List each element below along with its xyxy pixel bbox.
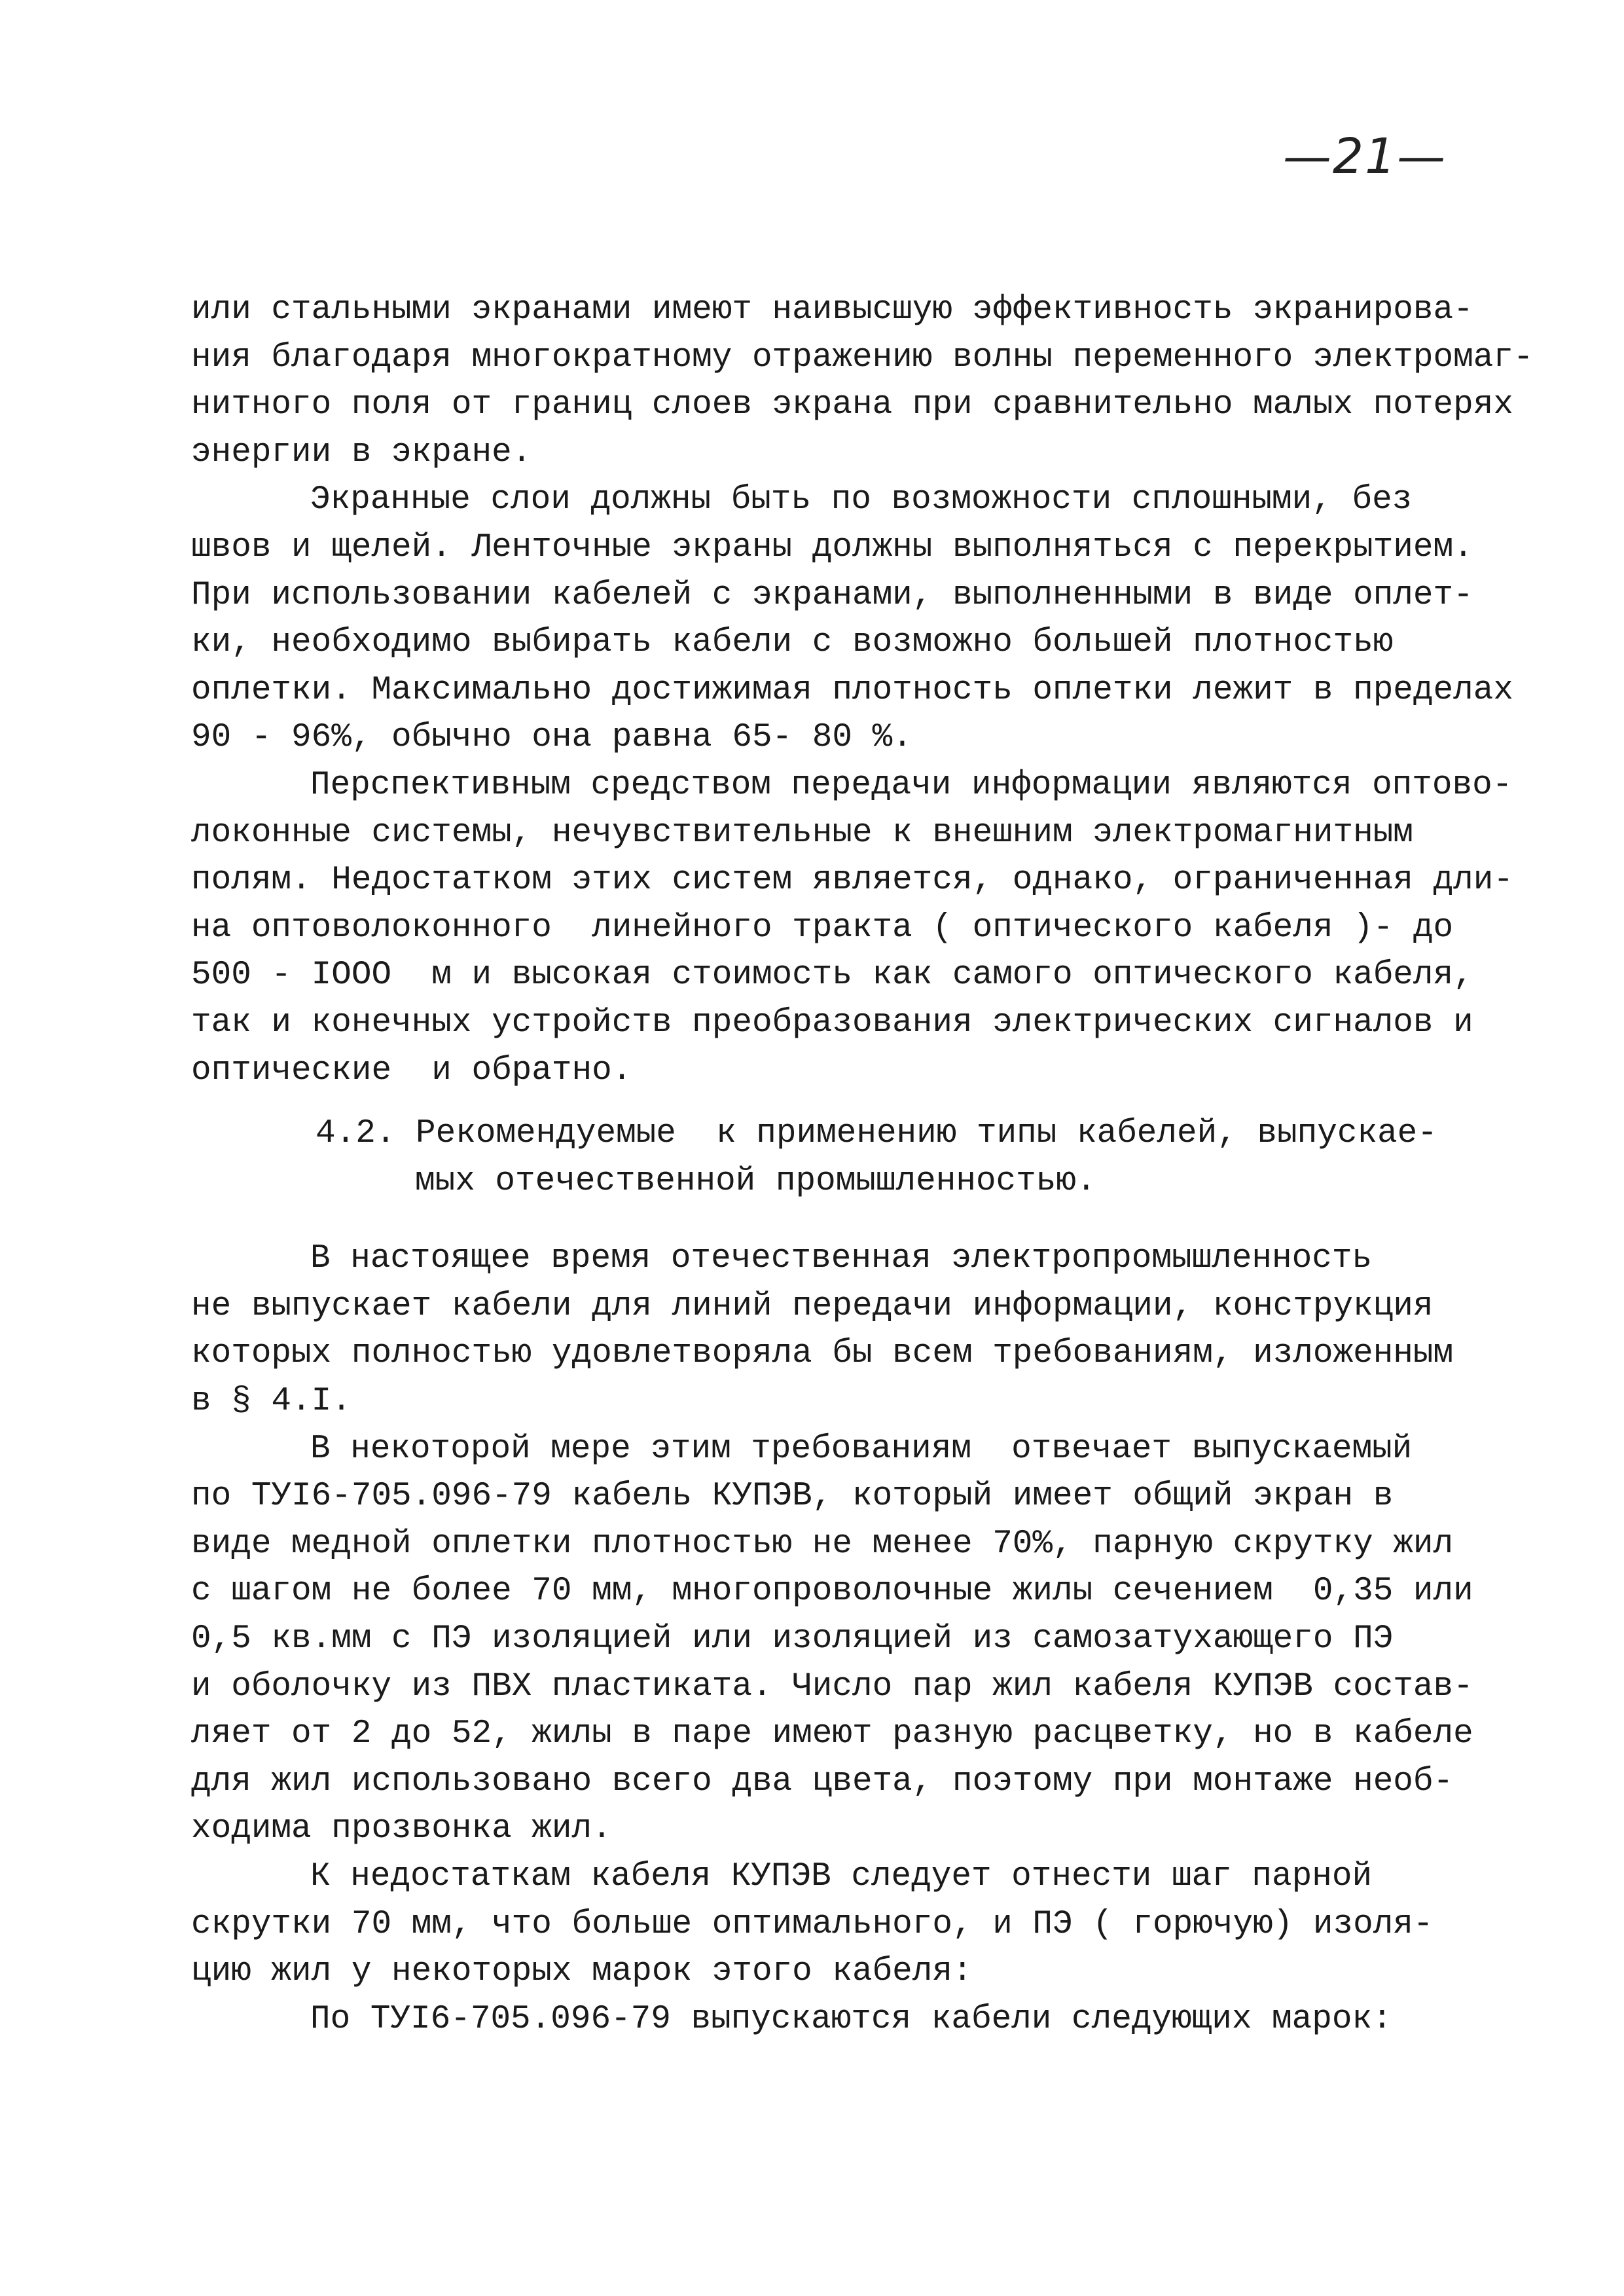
text-line: энергии в экране. [191, 433, 532, 471]
paragraph-screen-layers [191, 477, 1513, 762]
document-body [191, 287, 1534, 2043]
text-line: К недостаткам кабеля КУПЭВ следует отнести шаг парной [310, 1858, 1373, 1895]
paragraph-kupev-cable [191, 1426, 1494, 1853]
text-line: цию жил у некоторых марок этого кабеля: [191, 1953, 973, 1991]
text-line: В некоторой мере этим требованиям отвечает выпускаемый [310, 1430, 1413, 1468]
paragraph-current-situation [191, 1235, 1494, 1425]
text-line: нитного поля от границ слоев экрана при сравнительно малых потерях [191, 386, 1513, 424]
text-line: ляет от 2 до 52, жилы в паре имеют разную расцветку, но в кабеле [191, 1715, 1473, 1753]
section-heading-4-2 [191, 1110, 1494, 1205]
text-line: виде медной оплетки плотностью не менее 70%, парную скрутку жил [191, 1525, 1454, 1563]
section-heading-line: 4.2. Рекомендуемые к применению типы кабелей, выпускае- [316, 1115, 1437, 1153]
text-line: швов и щелей. Ленточные экраны должны выполняться с перекрытием. [191, 528, 1473, 566]
text-line: полям. Недостатком этих систем является, однако, ограниченная дли- [191, 862, 1513, 900]
text-line: ходима прозвонка жил. [191, 1810, 612, 1848]
text-line: на оптоволоконного линейного тракта ( оптического кабеля )- до [191, 909, 1454, 947]
text-line: 90 - 96%, обычно она равна 65- 80 %. [191, 719, 912, 757]
text-line: которых полностью удовлетворяла бы всем требованиям, изложенным [191, 1335, 1454, 1373]
text-line: Перспективным средством передачи информации являются оптово- [310, 766, 1513, 804]
text-line: скрутки 70 мм, что больше оптимального, и ПЭ ( горючую) изоля- [191, 1905, 1434, 1943]
text-line: оптические и обратно. [191, 1051, 632, 1089]
paragraph-screening-efficiency [191, 287, 1534, 477]
text-line: по ТУI6-705.096-79 кабель КУПЭВ, который имеет общий экран в [191, 1478, 1394, 1516]
text-line: Экранные слои должны быть по возможности сплошными, без [310, 481, 1413, 519]
text-line: или стальными экранами имеют наивысшую эффективность экранирова- [191, 291, 1473, 329]
text-line: При использовании кабелей с экранами, выполненными в виде оплет- [191, 576, 1473, 614]
text-line: В настоящее время отечественная электропромышленность [310, 1240, 1373, 1278]
text-line: 500 - IOOO м и высокая стоимость как самого оптического кабеля, [191, 957, 1473, 994]
text-line: По ТУI6-705.096-79 выпускаются кабели следующих марок: [310, 2000, 1392, 2038]
section-heading-line: мых отечественной промышленностью. [415, 1162, 1096, 1200]
text-line: так и конечных устройств преобразования электрических сигналов и [191, 1004, 1473, 1042]
text-line: не выпускает кабели для линий передачи информации, конструкция [191, 1287, 1434, 1325]
page-number: —21— [1283, 128, 1447, 185]
text-line: оплетки. Максимально достижимая плотность оплетки лежит в пределах [191, 671, 1513, 709]
text-line: с шагом не более 70 мм, многопроволочные жилы сечением 0,35 или [191, 1573, 1473, 1611]
text-line: ния благодаря многократному отражению волны переменного электромаг- [191, 338, 1534, 376]
paragraph-kupev-drawbacks [191, 1853, 1494, 1996]
paragraph-fiber-optic [191, 762, 1513, 1095]
text-line: 0,5 кв.мм с ПЭ изоляцией или изоляцией из самозатухающего ПЭ [191, 1620, 1394, 1658]
paragraph-cable-grades-intro [191, 1996, 1494, 2044]
text-line: локонные системы, нечувствительные к внешним электромагнитным [191, 814, 1413, 852]
text-line: в § 4.I. [191, 1383, 352, 1421]
text-line: для жил использовано всего два цвета, поэтому при монтаже необ- [191, 1762, 1454, 1800]
text-line: ки, необходимо выбирать кабели с возможно большей плотностью [191, 624, 1394, 662]
text-line: и оболочку из ПВХ пластиката. Число пар жил кабеля КУПЭВ состав- [191, 1667, 1473, 1705]
